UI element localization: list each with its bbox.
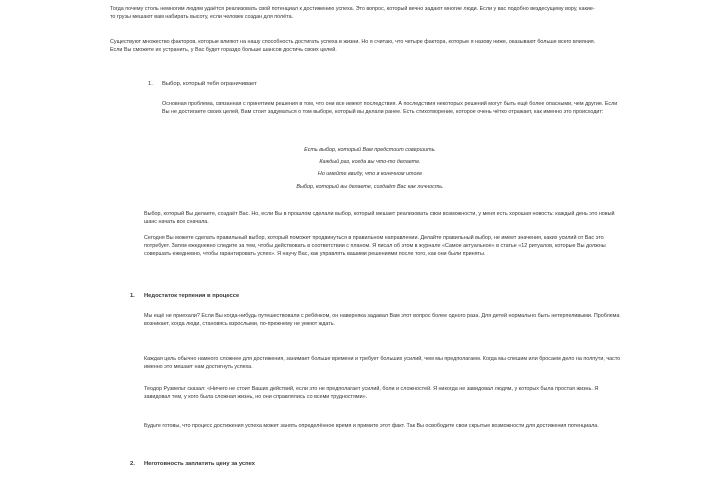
section-2-paragraph-2: Каждая цель обычно намного сложнее для достижения, занимает больше времени и требует больших усилий, чем мы предполагаем. Когда мы спешим или бросаем дело на полпути, часто именно это мешает нам достигнуть успеха. <box>144 356 621 371</box>
section-number: 1. <box>148 81 153 87</box>
poem-line: Но имейте ввиду, что в конечном итоге <box>317 171 423 178</box>
poem-line: Каждый раз, когда вы что-то делаете. <box>319 159 421 166</box>
section-2-title: Недостаток терпения в процессе <box>144 293 240 299</box>
after-poem-paragraph-2: Сегодня Вы можете сделать правильный выбор, который поможет продвинуться в правильном направлении. Делайте правильный выбор, не имеет значения, каких усилий от Вас это потребует. Затем ежедневно следите за тем, чтобы действовать в соответствии с планом. Я писал об этом в журнале «Самое актуальное» в статье «12 ритуалов, которые Вы должны совершать ежедневно, чтобы гарантировать успех». Я научу Вас, как управлять вашими решениями после того, как они были приняты. <box>144 235 606 258</box>
poem-line: Есть выбор, который Вам предстоит совершить. <box>304 147 436 153</box>
intro-paragraph-1: Тогда почему столь немногим людям удаётся реализовать свой потенциал к достижению успеха. Это вопрос, который вечно задают многие люди. Если у вас подобно вездесущему вору, какие-то грузы мешают вам набирать высоту, если человек создан для полёта. <box>110 6 595 21</box>
section-2-paragraph-1: Мы ещё не приехали? Если Вы когда-нибудь путешествовали с ребёнком, он наверняка задавал Вам этот вопрос более одного раза. Для детей нормально быть нетерпеливыми. Проблема возникает, когда люди, становясь взрослыми, по-прежнему не умеют ждать. <box>144 313 620 328</box>
after-poem-paragraph-1: Выбор, который Вы делаете, создаёт Вас. Но, если Вы в прошлом сделали выбор, который мешает реализовать свои возможности, у меня есть хорошая новость: каждый день это новый шанс начать все сначала. <box>144 211 615 226</box>
poem <box>220 146 520 195</box>
section-3-title: Неготовность заплатить цену за успех <box>144 461 256 467</box>
section-2-paragraph-3: Теодор Рузвельт сказал: «Ничего не стоит Ваших действий, если это не предполагает усилий, боли и сложностей. Я никогда не завидовал людям, у которых была простая жизнь. Я завидовал тем, у кого была сложная жизнь, но они справлялись со всеми трудностями». <box>144 386 599 401</box>
section-3-heading <box>130 460 622 468</box>
intro-paragraph-2: Существуют множество факторов, которые влияют на нашу способность достигать успеха в жизни. Но я считаю, что четыре фактора, которые я назову ниже, оказывают больше всего влияния. Если Вы сможете их устранить, у Вас будет гораздо больше шансов достичь своих целей. <box>110 39 596 54</box>
section-heading <box>148 80 622 88</box>
section-2-paragraph-4: Будьте готовы, что процесс достижения успеха может занять определённое время и примите этот факт. Так Вы освободите свои скрытые возможности для достижения потенциала. <box>144 423 599 429</box>
section-paragraph: Основная проблема, связанная с принятием решения в том, что они все имеют последствия. А последствия некоторых решений могут быть ещё более опасными, чем другие. Если Вы не достигаете своих целей, Вам стоит задуматься о том выборе, который вы делали ранее. Есть стихотворение, которое очень чётко отражает, как именно это происходит: <box>162 101 618 116</box>
section-title: Выбор, который тебя ограничивает <box>162 81 257 87</box>
section-2-heading <box>130 292 622 300</box>
poem-line: Выбор, который вы делаете, создаёт Вас как личность. <box>296 183 444 190</box>
section-2-number: 1. <box>130 293 135 299</box>
section-3-number: 2. <box>130 461 135 467</box>
